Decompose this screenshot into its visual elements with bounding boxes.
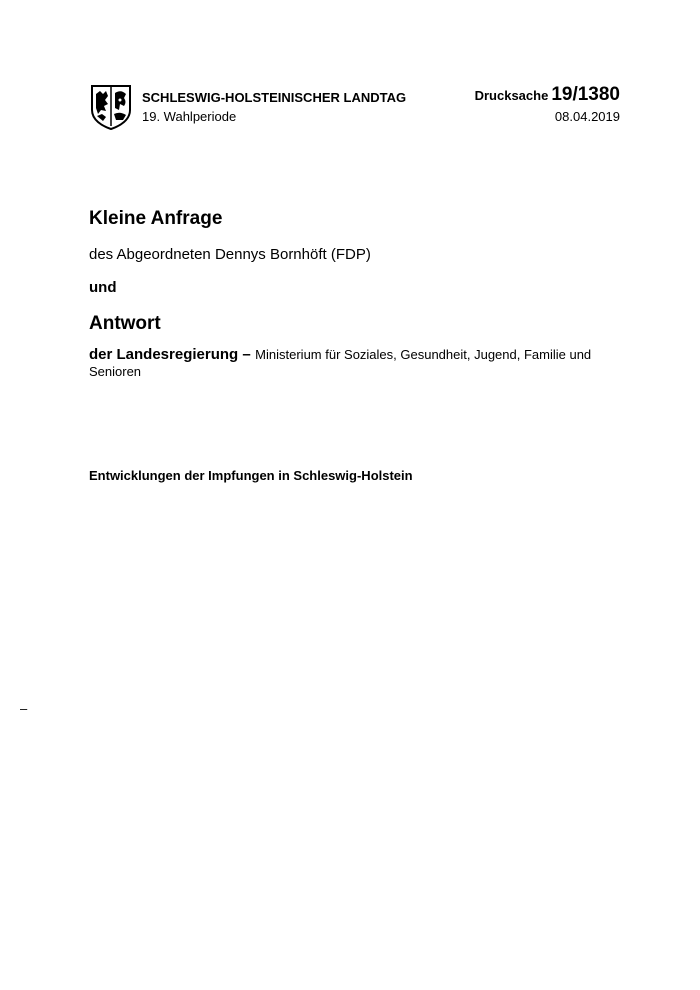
coat-of-arms-icon — [90, 84, 132, 130]
drucksache-label: Drucksache — [474, 88, 549, 103]
questioner-line: des Abgeordneten Dennys Bornhöft (FDP) — [89, 246, 371, 263]
und-text: und — [89, 279, 117, 296]
respondent-line — [89, 346, 629, 380]
document-date: 08.04.2019 — [554, 109, 620, 124]
parliament-name: SCHLESWIG-HOLSTEINISCHER LANDTAG — [142, 90, 407, 105]
landesregierung-label: der Landesregierung – — [89, 346, 251, 363]
antwort-heading: Antwort — [89, 313, 161, 334]
ministry-name: Ministerium für Soziales, Gesundheit, Jugend, Familie und Senioren — [89, 347, 592, 379]
drucksache-number: 19/1380 — [551, 84, 620, 105]
legislative-period: 19. Wahlperiode — [142, 109, 237, 124]
margin-dash: – — [20, 701, 28, 716]
drucksache — [475, 84, 620, 106]
kleine-anfrage-heading: Kleine Anfrage — [89, 208, 223, 229]
topic-title: Entwicklungen der Impfungen in Schleswig-Holstein — [89, 468, 413, 483]
